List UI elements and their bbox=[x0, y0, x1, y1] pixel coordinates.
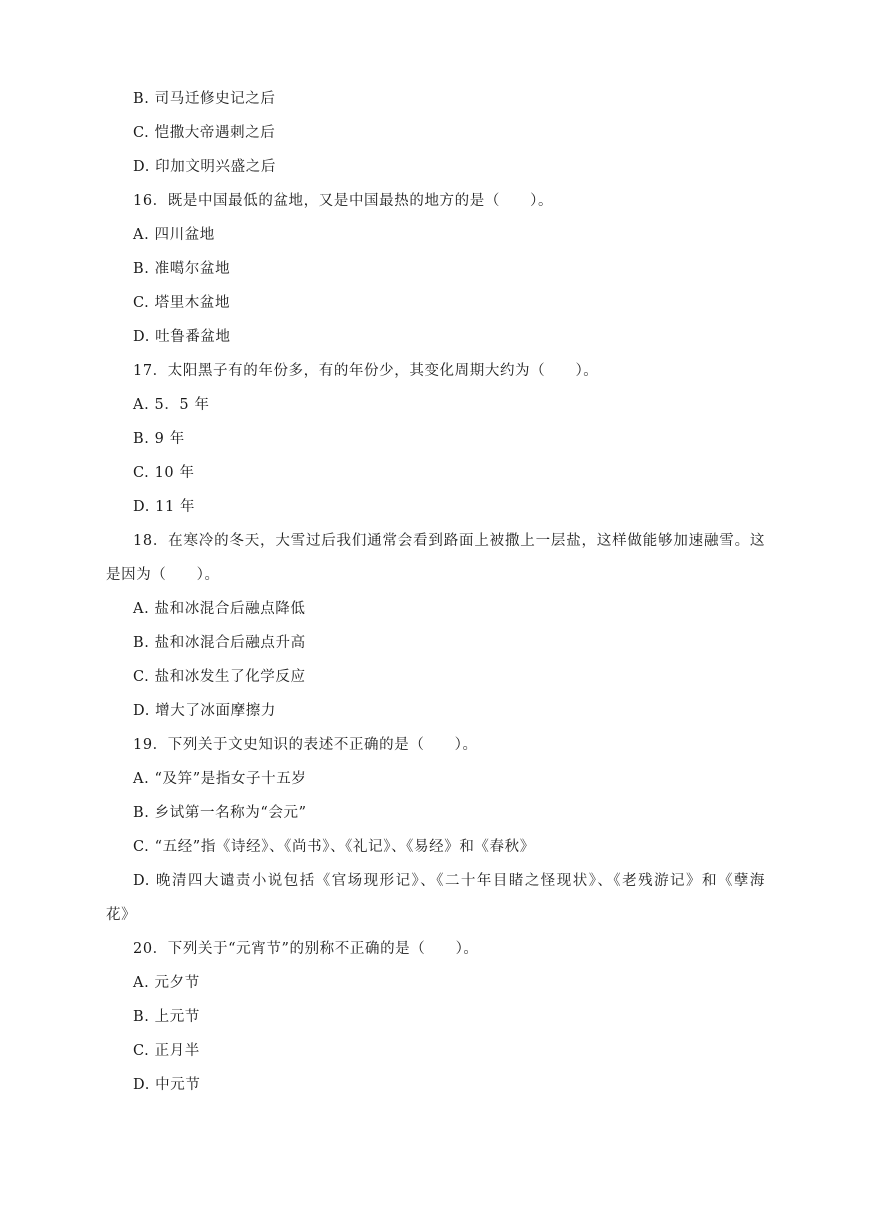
document-page bbox=[0, 82, 869, 1102]
question-20-option-c: C. 正月半 bbox=[133, 1043, 200, 1059]
question-17-option-c: C. 10 年 bbox=[133, 465, 195, 481]
question-20-option-d: D. 中元节 bbox=[133, 1077, 201, 1093]
question-19-stem: 19．下列关于文史知识的表述不正确的是（ ）。 bbox=[133, 737, 478, 753]
question-19-option-c: C. “五经”指《诗经》、《尚书》、《礼记》、《易经》和《春秋》 bbox=[133, 839, 535, 855]
question-19-option-b: B. 乡试第一名称为“会元” bbox=[133, 805, 307, 821]
question-17-option-d: D. 11 年 bbox=[133, 499, 196, 515]
question-20-option-a: A. 元夕节 bbox=[133, 975, 200, 991]
question-16-option-b: B. 准噶尔盆地 bbox=[133, 261, 231, 277]
question-17-stem: 17．太阳黑子有的年份多，有的年份少，其变化周期大约为（ ）。 bbox=[133, 363, 599, 379]
question-19-option-a: A. “及笄”是指女子十五岁 bbox=[133, 771, 307, 787]
prev-option-c: C. 恺撒大帝遇刺之后 bbox=[133, 125, 276, 141]
prev-option-b: B. 司马迁修史记之后 bbox=[133, 91, 276, 107]
question-16-option-d: D. 吐鲁番盆地 bbox=[133, 329, 231, 345]
question-16-option-c: C. 塔里木盆地 bbox=[133, 295, 231, 311]
question-17-option-b: B. 9 年 bbox=[133, 431, 185, 447]
question-16-stem: 16．既是中国最低的盆地，又是中国最热的地方的是（ ）。 bbox=[133, 193, 554, 209]
question-20-stem: 20．下列关于“元宵节”的别称不正确的是（ ）。 bbox=[133, 941, 479, 957]
question-18-stem-line-1: 18．在寒冷的冬天，大雪过后我们通常会看到路面上被撒上一层盐，这样做能够加速融雪。这 bbox=[133, 533, 765, 549]
question-18-option-c: C. 盐和冰发生了化学反应 bbox=[133, 669, 306, 685]
prev-option-d: D. 印加文明兴盛之后 bbox=[133, 159, 276, 175]
question-18-stem-line-2: 是因为（ ）。 bbox=[106, 567, 220, 583]
question-18-option-a: A. 盐和冰混合后融点降低 bbox=[133, 601, 306, 617]
question-17-option-a: A. 5．5 年 bbox=[133, 397, 210, 413]
question-20-option-b: B. 上元节 bbox=[133, 1009, 200, 1025]
question-19-option-d-line-2: 花》 bbox=[106, 907, 137, 923]
question-19-option-d-line-1: D. 晚清四大谴责小说包括《官场现形记》、《二十年目睹之怪现状》、《老残游记》和《孽海 bbox=[133, 873, 765, 889]
question-16-option-a: A. 四川盆地 bbox=[133, 227, 215, 243]
question-18-option-d: D. 增大了冰面摩擦力 bbox=[133, 703, 276, 719]
question-18-option-b: B. 盐和冰混合后融点升高 bbox=[133, 635, 306, 651]
